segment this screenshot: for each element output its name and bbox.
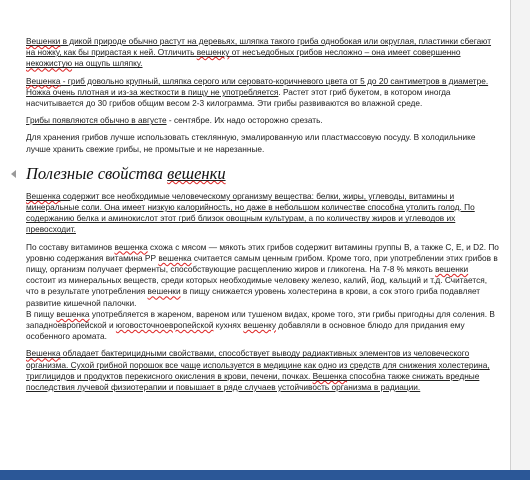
paragraph-6: По составу витаминов вешенка схожа с мясом — мякоть этих грибов содержит витамины группы В, а также С, Е, и D2. По уровню содержания витамина РР вешенка считается самым ценным грибом. Кроме того, при употреблении этих грибов в пищу, организм получает ферменты, способствующие расщеплению жиров и гликогена. На 7-8 % мякоть вешенки состоит из минеральных веществ, среди которых необходимые человеку железо, калий, йод, кальций и т.д. Считается, что в результате употребления вешенки в пищу снижается уровень холестерина в крови, а сок этого гриба подавляет развитие кишечной палочки.	[26, 241, 499, 308]
section-heading: Полезные свойства вешенки	[26, 164, 500, 184]
word-veshenki: Вешенки	[26, 36, 61, 46]
right-margin-strip	[511, 0, 530, 470]
document-body[interactable]	[26, 36, 500, 399]
paragraph-7: В пищу вешенка употребляется в жареном, вареном или тушеном видах, кроме того, эти грибы пригодны для соления. В западноевропейской и юговосточноевропейской кухнях вешенку добавляли в основное блюдо для придания ему особенного аромата.	[26, 308, 495, 342]
paragraph-4: Для хранения грибов лучше использовать стеклянную, эмалированную или пластмассовую посуду. В холодильнике лучше хранить свежие грибы, не промытые и не нарезанные.	[26, 132, 476, 154]
paragraph-1: Вешенки в дикой природе обычно растут на деревьях, шляпка такого гриба однобокая или округлая, пластинки сбегают на ножку, как бы прирастая к ней. Отличить вешенку от несъедобных грибов несложно – она имеет совершенно некожистую на ощупь шляпку.	[26, 36, 492, 69]
status-bar	[0, 470, 530, 480]
paragraph-5: Вешенка содержит все необходимые человеческому организму вещества: белки, жиры, углеводы, витамины и минеральные соли. Она имеет низкую калорийность, но даже в небольшом количестве способна утолить голод. По содержанию белка и аминокислот этот гриб близок овощным культурам, а по количеству жиров и углеводов их превосходит.	[26, 190, 475, 235]
collapse-triangle-icon[interactable]	[11, 170, 16, 178]
paragraph-8: Вешенка обладает бактерицидными свойствами, способствует выводу радиактивных элементов из человеческого организма. Сухой грибной порошок все чаще используется в медицине как одно из средств для снижения холестерина, триглицидов и продуктов перекисного окисления в крови, печени, почках. Вешенка способна также снижать вредные последствия лучевой физиотерапии и повышает в ряде случаев устойчивость организма в радиации.	[26, 348, 490, 393]
paragraph-3: Грибы появляются обычно в августе - сентябре. Их надо осторожно срезать.	[26, 115, 323, 126]
paragraph-2: Вешенка - гриб довольно крупный, шляпка серого или серовато-коричневого цвета от 5 до 20 сантиметров в диаметре. Ножка очень плотная и из-за жесткости в пищу не употребляется. Растет этот гриб букетом, в котором иногда насчитывается до 30 грибов общим весом 2-3 килограмма. Эти грибы развиваются во влажной среде.	[26, 75, 489, 109]
